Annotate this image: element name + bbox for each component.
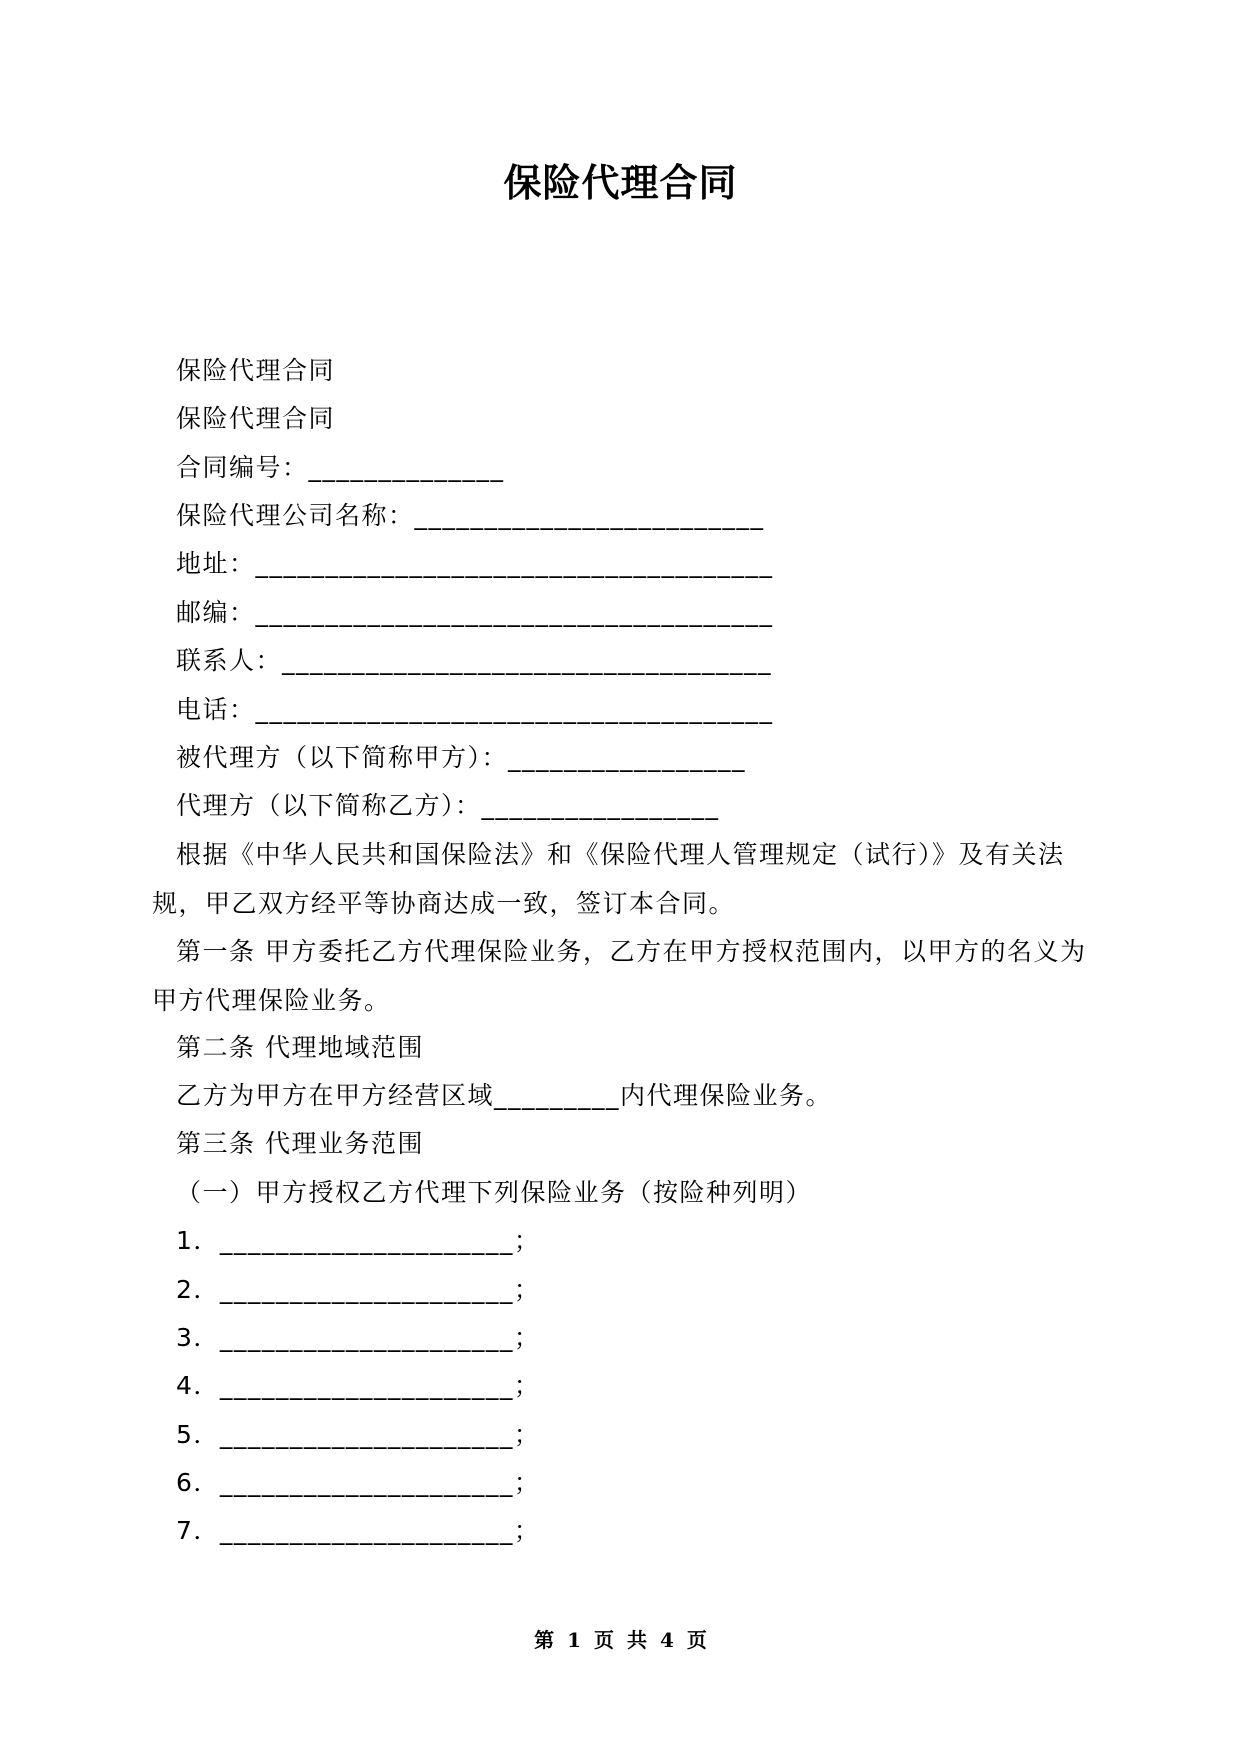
document-title: 保险代理合同	[503, 161, 738, 205]
article-3-heading: 第三条 代理业务范围	[176, 1129, 424, 1158]
postcode-line: 邮编：_____________________________________	[176, 598, 774, 627]
phone-line: 电话：_____________________________________	[176, 695, 774, 724]
party-b-line: 代理方（以下简称乙方）：_________________	[176, 791, 720, 820]
list-item: 4．_____________________；	[176, 1371, 541, 1400]
article-2-heading: 第二条 代理地域范围	[176, 1033, 424, 1062]
list-item: 2．_____________________；	[176, 1275, 541, 1304]
doc-line: 保险代理合同	[176, 356, 336, 385]
list-item: 6．_____________________；	[176, 1468, 541, 1497]
contract-number-line: 合同编号：______________	[176, 453, 505, 482]
article-3-subheading: （一）甲方授权乙方代理下列保险业务（按险种列明）	[176, 1178, 813, 1207]
list-item: 3．_____________________；	[176, 1323, 541, 1352]
contact-person-line: 联系人：___________________________________	[176, 646, 773, 675]
article-2-text: 乙方为甲方在甲方经营区域_________内代理保险业务。	[176, 1081, 833, 1110]
article-1-paragraph: 第一条 甲方委托乙方代理保险业务，乙方在甲方授权范围内，以甲方的名义为甲方代理保险业务。	[152, 937, 1087, 1015]
page-number-footer: 第 1 页 共 4 页	[534, 1628, 707, 1652]
list-item: 1．_____________________；	[176, 1226, 541, 1255]
doc-line: 保险代理合同	[176, 404, 336, 433]
list-item: 7．_____________________；	[176, 1516, 541, 1545]
party-a-line: 被代理方（以下简称甲方）：_________________	[176, 743, 747, 772]
address-line: 地址：_____________________________________	[176, 549, 774, 578]
agency-name-line: 保险代理公司名称：_________________________	[176, 501, 765, 530]
list-item: 5．_____________________；	[176, 1420, 541, 1449]
preamble-paragraph: 根据《中华人民共和国保险法》和《保险代理人管理规定（试行）》及有关法规，甲乙双方经平等协商达成一致，签订本合同。	[152, 840, 1065, 918]
